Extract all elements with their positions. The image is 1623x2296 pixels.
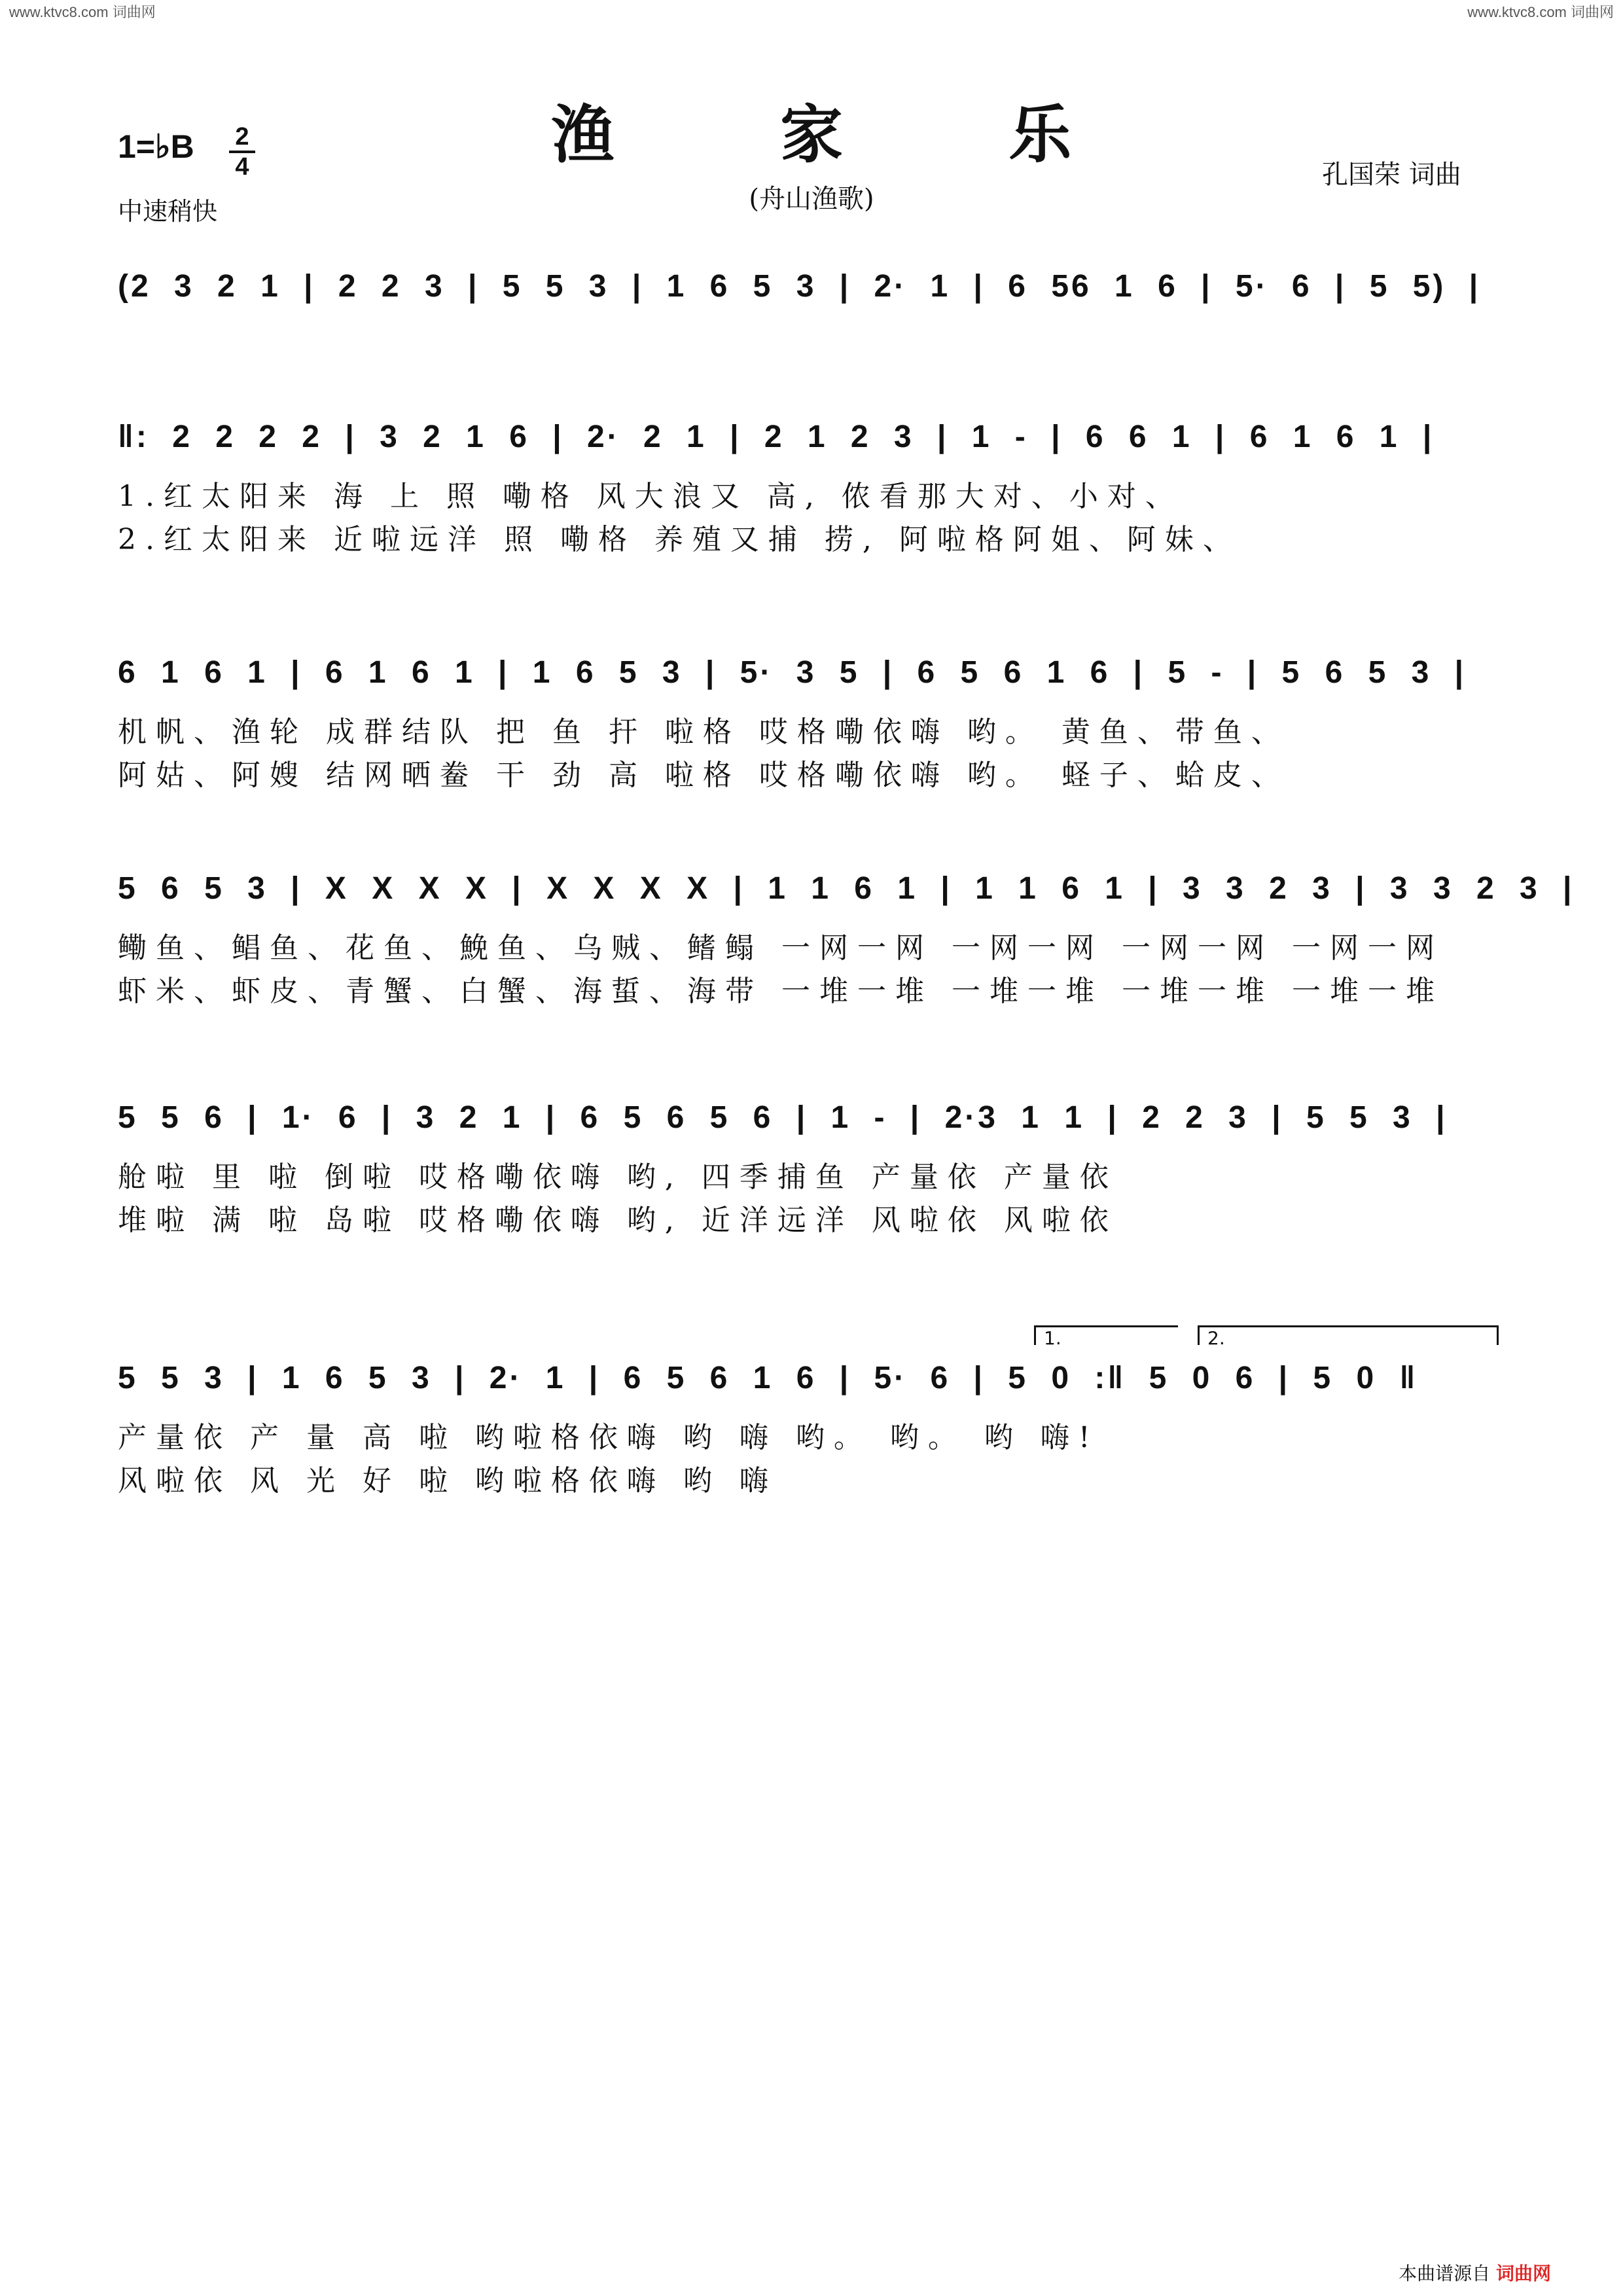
watermark-right: www.ktvc8.com 词曲网 — [1467, 4, 1614, 20]
song-subtitle: (舟山渔歌) — [749, 184, 874, 214]
lyric-verse-1: 舱啦 里 啦 倒啦 哎格嘞依嗨 哟, 四季捕鱼 产量依 产量依 — [118, 1160, 1118, 1194]
notation-line: 6 1 6 1 | 6 1 6 1 | 1 6 5 3 | 5· 3 5 | 6 5 6 1 6 | 5 - | 5 6 5 3 | — [118, 655, 1467, 690]
notation-line: (2 3 2 1 | 2 2 3 | 5 5 3 | 1 6 5 3 | 2· 1 | 6 56 1 6 | 5· 6 | 5 5) | — [118, 269, 1481, 304]
lyric-verse-2: 堆啦 满 啦 岛啦 哎格嘞依嗨 哟, 近洋远洋 风啦依 风啦依 — [118, 1204, 1118, 1237]
song-title: 渔 家 乐 — [551, 98, 1144, 171]
time-signature-top: 2 — [235, 123, 249, 151]
lyric-verse-2: 2.红太阳来 近啦远洋 照 嘞格 养殖又捕 捞, 阿啦格阿姐、阿妹、 — [118, 523, 1241, 556]
notation-line: ‖: 2 2 2 2 | 3 2 1 6 | 2· 2 1 | 2 1 2 3 | 1 - | 6 6 1 | 6 1 6 1 | — [118, 420, 1435, 454]
tempo-marking: 中速稍快 — [118, 197, 218, 226]
footer-brand[interactable]: 词曲网 — [1495, 2263, 1551, 2284]
volta-second: 2. — [1198, 1325, 1499, 1345]
watermark-left: www.ktvc8.com 词曲网 — [9, 4, 156, 20]
lyric-verse-1: 产量依 产 量 高 啦 哟啦格依嗨 哟 嗨 哟。 哟。 哟 嗨! — [118, 1421, 1099, 1454]
footer-credit — [1399, 2259, 1551, 2286]
lyric-verse-2: 风啦依 风 光 好 啦 哟啦格依嗨 哟 嗨 — [118, 1464, 777, 1498]
time-signature — [229, 124, 255, 179]
key-signature: 1=♭B — [118, 128, 194, 165]
notation-line: 5 6 5 3 | X X X X | X X X X | 1 1 6 1 | 1 1 6 1 | 3 3 2 3 | 3 3 2 3 | — [118, 871, 1575, 906]
lyric-verse-2: 虾米、虾皮、青蟹、白蟹、海蜇、海带 一堆一堆 一堆一堆 一堆一堆 一堆一堆 — [118, 975, 1444, 1008]
notation-line: 5 5 6 | 1· 6 | 3 2 1 | 6 5 6 5 6 | 1 - | 2·3 1 1 | 2 2 3 | 5 5 3 | — [118, 1100, 1448, 1135]
footer-text: 本曲谱源自 — [1399, 2263, 1491, 2284]
lyric-verse-1: 1.红太阳来 海 上 照 嘞格 风大浪又 高, 侬看那大对、小对、 — [118, 480, 1183, 513]
lyric-verse-2: 阿姑、阿嫂 结网晒鲞 干 劲 高 啦格 哎格嘞依嗨 哟。 蛏子、蛤皮、 — [118, 759, 1289, 792]
time-signature-bottom: 4 — [235, 153, 249, 181]
volta-first: 1. — [1034, 1325, 1178, 1345]
lyric-verse-1: 机帆、渔轮 成群结队 把 鱼 扞 啦格 哎格嘞依嗨 哟。 黄鱼、带鱼、 — [118, 715, 1289, 749]
notation-line: 5 5 3 | 1 6 5 3 | 2· 1 | 6 5 6 1 6 | 5· 6 | 5 0 :‖ 5 0 6 | 5 0 ‖ — [118, 1361, 1418, 1395]
lyric-verse-1: 鳓鱼、鲳鱼、花鱼、鮸鱼、乌贼、鳍鳎 一网一网 一网一网 一网一网 一网一网 — [118, 931, 1444, 965]
author-credit: 孔国荣 词曲 — [1322, 160, 1461, 190]
